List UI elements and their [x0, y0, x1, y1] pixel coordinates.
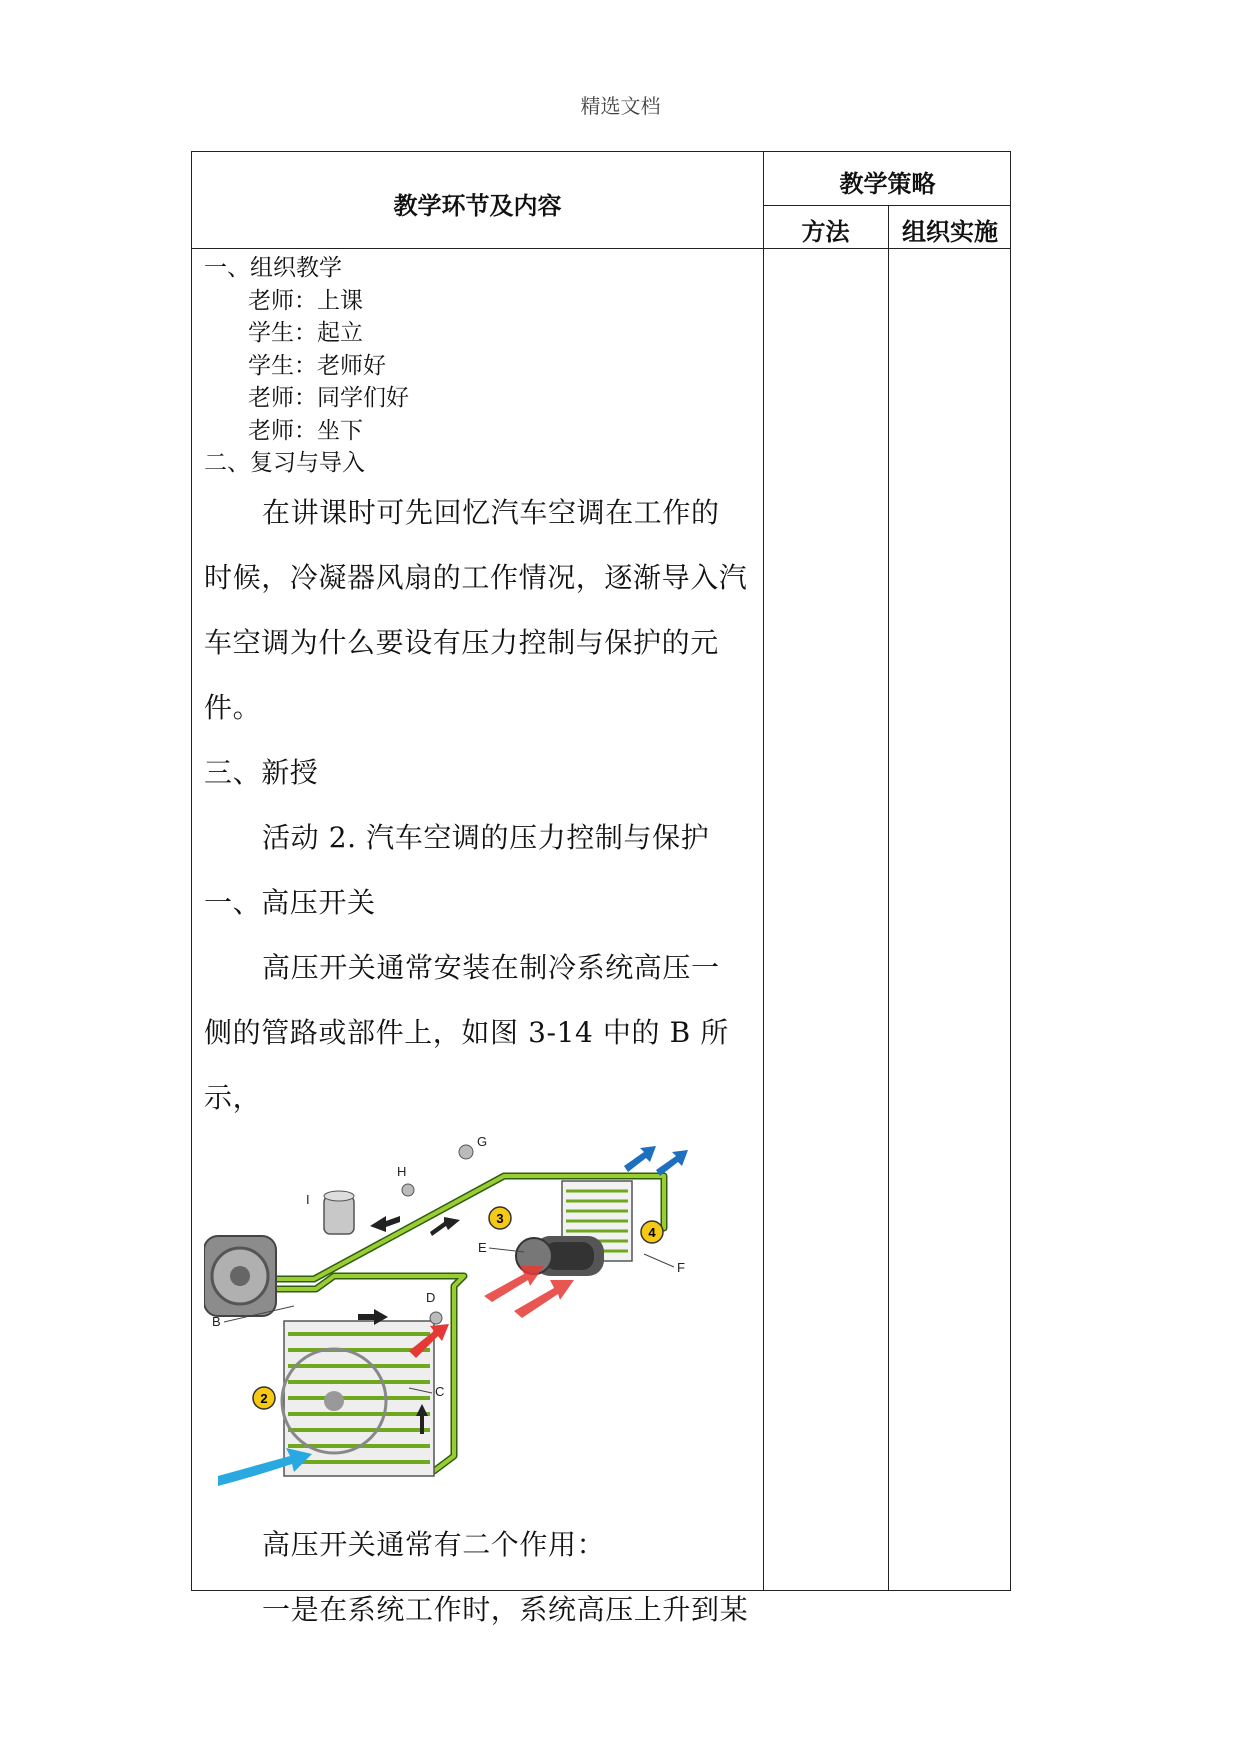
implementation-header: 组织实施: [902, 218, 998, 246]
lesson-content: [204, 252, 760, 1642]
label-d: D: [426, 1289, 436, 1305]
paragraph-line: 高压开关通常有二个作用：: [262, 1527, 606, 1561]
paragraph-line: 高压开关通常安装在制冷系统高压一: [262, 950, 720, 984]
compressor-icon: [204, 1236, 276, 1316]
column-divider: [763, 152, 764, 1590]
paragraph-line: 侧的管路或部件上，如图 3-14 中的 B 所示，: [204, 1015, 729, 1114]
callout-2-label: 2: [260, 1390, 268, 1406]
paragraph-line: 车空调为什么要设有压力控制与保护的元: [204, 625, 719, 659]
label-b: B: [212, 1313, 221, 1329]
paragraph-line: 在讲课时可先回忆汽车空调在工作的: [262, 495, 720, 529]
strategy-header: 教学策略: [839, 170, 936, 198]
paragraph-line: 时候，冷凝器风扇的工作情况，逐渐导入汽: [204, 560, 748, 594]
callout-3-label: 3: [496, 1210, 504, 1226]
header-divider: [192, 248, 1010, 249]
ac-system-figure: [204, 1136, 760, 1512]
cold-air-arrows: [624, 1146, 688, 1176]
dialogue-line: 老师：坐下: [248, 417, 363, 444]
label-i: I: [306, 1191, 310, 1207]
paragraph-line: 一是在系统工作时，系统高压上升到某: [262, 1592, 749, 1626]
page-header: 精选文档: [580, 94, 661, 118]
sensor-d-icon: [430, 1312, 442, 1324]
label-f: F: [677, 1259, 685, 1275]
method-header: 方法: [801, 218, 850, 246]
dialogue-line: 老师：同学们好: [248, 385, 409, 411]
callout-4: [641, 1221, 663, 1243]
content-column-header: 教学环节及内容: [393, 192, 562, 220]
sensor-h-icon: [402, 1184, 414, 1196]
cold-air-arrow-in: [218, 1448, 312, 1486]
dialogue-line: 学生：起立: [248, 320, 363, 346]
dialogue-line: 老师：上课: [248, 287, 363, 314]
label-e: E: [478, 1239, 487, 1255]
column-divider: [888, 205, 889, 1590]
sensor-g-icon: [459, 1145, 473, 1159]
lesson-table: [191, 151, 1011, 1626]
callout-2: [253, 1387, 275, 1409]
section-title: 一、组织教学: [204, 255, 342, 281]
activity-title: 活动 2. 汽车空调的压力控制与保护: [262, 820, 710, 854]
row-divider: [763, 205, 1010, 206]
paragraph-line: 件。: [204, 690, 262, 724]
dialogue-line: 学生：老师好: [248, 352, 386, 379]
subsection-title: 一、高压开关: [204, 885, 376, 919]
callout-3: [489, 1207, 511, 1229]
label-c: C: [435, 1383, 445, 1399]
receiver-drier-icon: [324, 1191, 354, 1234]
ac-system-diagram: [204, 1136, 760, 1512]
section-title: 二、复习与导入: [204, 450, 365, 476]
label-g: G: [477, 1135, 488, 1149]
callout-4-label: 4: [648, 1224, 656, 1240]
section-title: 三、新授: [204, 755, 319, 789]
label-h: H: [397, 1163, 407, 1179]
